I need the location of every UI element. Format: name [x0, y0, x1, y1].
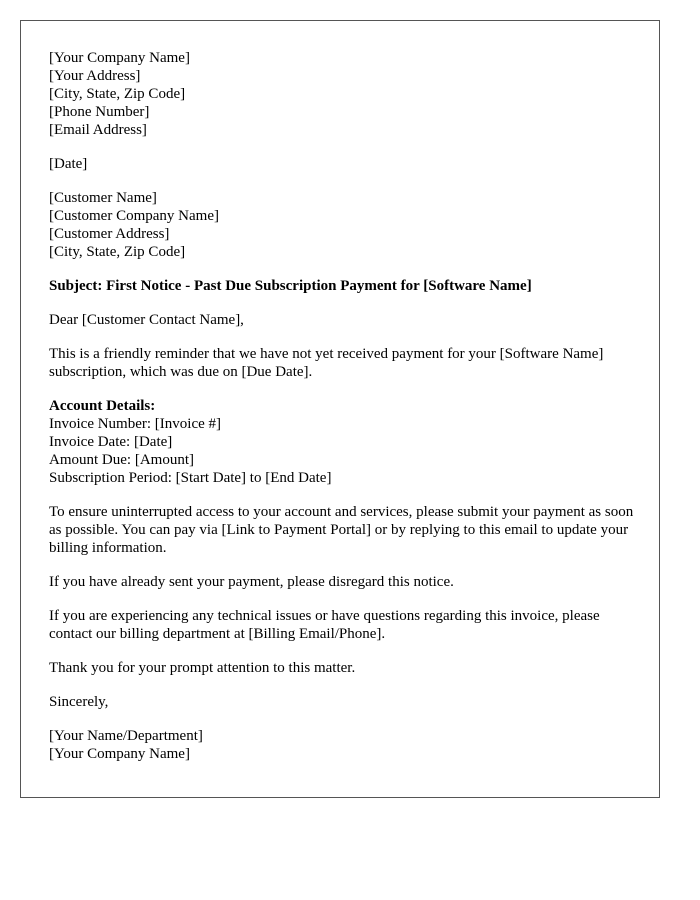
intro-paragraph: This is a friendly reminder that we have not yet received payment for your [Software Name] subscription, which was due on [Due Date]. [49, 346, 604, 380]
subject-block [49, 277, 639, 295]
payment-request-paragraph: To ensure uninterrupted access to your account and services, please submit your payment as soon as possible. You can pay via [Link to Payment Portal] or by replying to this email to update your billing information. [49, 504, 634, 556]
signature-company-name: [Your Company Name] [49, 746, 190, 762]
invoice-number: Invoice Number: [Invoice #] [49, 416, 222, 432]
letter-body [49, 49, 639, 779]
salutation-block [49, 311, 639, 329]
sender-phone: [Phone Number] [49, 104, 150, 120]
signature-block [49, 727, 639, 763]
sender-email: [Email Address] [49, 122, 147, 138]
account-details-heading: Account Details: [49, 398, 156, 414]
letter-frame [20, 20, 660, 798]
thanks-paragraph: Thank you for your prompt attention to this matter. [49, 660, 356, 676]
closing: Sincerely, [49, 694, 109, 710]
account-details-block [49, 397, 639, 487]
recipient-block [49, 189, 639, 261]
invoice-date: Invoice Date: [Date] [49, 434, 173, 450]
sender-address: [Your Address] [49, 68, 141, 84]
subscription-period: Subscription Period: [Start Date] to [End Date] [49, 470, 332, 486]
signature-name-department: [Your Name/Department] [49, 728, 203, 744]
disregard-paragraph: If you have already sent your payment, please disregard this notice. [49, 574, 454, 590]
subject-line: Subject: First Notice - Past Due Subscription Payment for [Software Name] [49, 278, 532, 294]
salutation: Dear [Customer Contact Name], [49, 312, 244, 328]
recipient-address: [Customer Address] [49, 226, 170, 242]
closing-block [49, 693, 639, 711]
contact-paragraph: If you are experiencing any technical issues or have questions regarding this invoice, please contact our billing department at [Billing Email/Phone]. [49, 608, 600, 642]
amount-due: Amount Due: [Amount] [49, 452, 194, 468]
sender-block [49, 49, 639, 139]
letter-date: [Date] [49, 156, 88, 172]
recipient-name: [Customer Name] [49, 190, 157, 206]
sender-city-state-zip: [City, State, Zip Code] [49, 86, 186, 102]
recipient-city-state-zip: [City, State, Zip Code] [49, 244, 186, 260]
recipient-company: [Customer Company Name] [49, 208, 219, 224]
sender-company-name: [Your Company Name] [49, 50, 190, 66]
date-block [49, 155, 639, 173]
